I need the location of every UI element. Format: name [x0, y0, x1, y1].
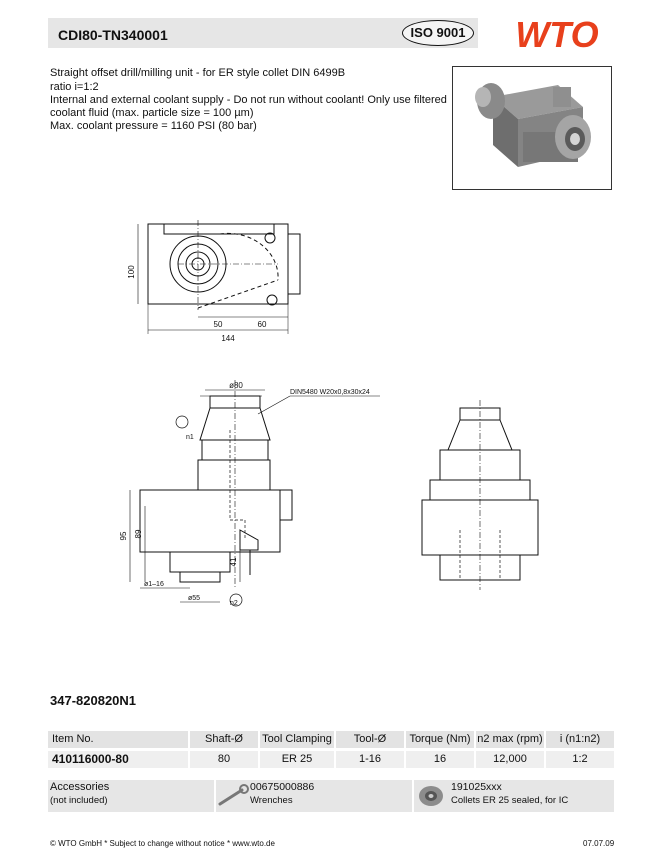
thread-spec: DIN5480 W20x0,8x30x24 [290, 389, 370, 396]
accessories-note: (not included) [50, 795, 108, 806]
dim-89: 89 [134, 529, 143, 539]
dim-b: 60 [257, 320, 267, 329]
cell-shaft: 80 [190, 751, 258, 768]
tool-unit-image [453, 67, 611, 189]
rot-n2: n2 [230, 600, 238, 607]
dim-a: 50 [213, 320, 223, 329]
desc-line-1: Straight offset drill/milling unit - for ER style collet DIN 6499B [50, 67, 346, 79]
top-view [138, 220, 300, 334]
desc-line-5: Max. coolant pressure = 1160 PSI (80 bar) [50, 120, 257, 132]
desc-line-3: Internal and external coolant supply - Do not run without coolant! Only use filtered [50, 94, 447, 106]
desc-line-2: ratio i=1:2 [50, 81, 99, 93]
cell-n2-max: 12,000 [476, 751, 544, 768]
technical-drawing [40, 190, 640, 620]
footer-date: 07.07.09 [583, 839, 615, 848]
product-code: CDI80-TN340001 [58, 27, 168, 43]
dim-41: 41 [229, 557, 238, 567]
cell-clamping: ER 25 [260, 751, 334, 768]
col-torque: Torque (Nm) [406, 731, 474, 748]
wrench-desc: Wrenches [250, 795, 293, 806]
brand-logo [500, 18, 615, 50]
dim-range: ø1–16 [144, 581, 164, 588]
col-tool-dia: Tool-Ø [336, 731, 404, 748]
cell-item-no: 410116000-80 [48, 751, 188, 768]
product-photo [452, 66, 612, 190]
col-shaft: Shaft-Ø [190, 731, 258, 748]
logo-text: WTO [515, 18, 599, 50]
col-clamping: Tool Clamping [260, 731, 334, 748]
cell-tool-dia: 1-16 [336, 751, 404, 768]
col-n2-max: n2 max (rpm) [476, 731, 544, 748]
cell-torque: 16 [406, 751, 474, 768]
iso-badge: ISO 9001 [402, 20, 474, 46]
front-view [130, 380, 380, 606]
collet-code: 191025xxx [451, 781, 502, 793]
collet-desc: Collets ER 25 sealed, for IC [451, 795, 569, 806]
cell-ratio: 1:2 [546, 751, 614, 768]
dia-55: ø55 [188, 595, 201, 602]
wrench-code: 00675000886 [250, 781, 315, 793]
collet-icon [416, 783, 446, 809]
desc-line-4: coolant fluid (max. particle size = 100 µm) [50, 107, 254, 119]
dim-width: 144 [221, 334, 235, 343]
accessories-label: Accessories [50, 781, 110, 793]
dia-top: ø80 [229, 381, 243, 390]
dim-height: 100 [127, 265, 136, 279]
rot-n1: n1 [186, 434, 194, 441]
col-ratio: i (n1:n2) [546, 731, 614, 748]
col-item-no: Item No. [48, 731, 188, 748]
part-number: 347-820820N1 [50, 693, 137, 708]
footer-text: © WTO GmbH * Subject to change without notice * www.wto.de [50, 839, 275, 848]
side-view [422, 400, 538, 590]
dim-95: 95 [119, 531, 128, 541]
wrench-icon [216, 784, 250, 808]
